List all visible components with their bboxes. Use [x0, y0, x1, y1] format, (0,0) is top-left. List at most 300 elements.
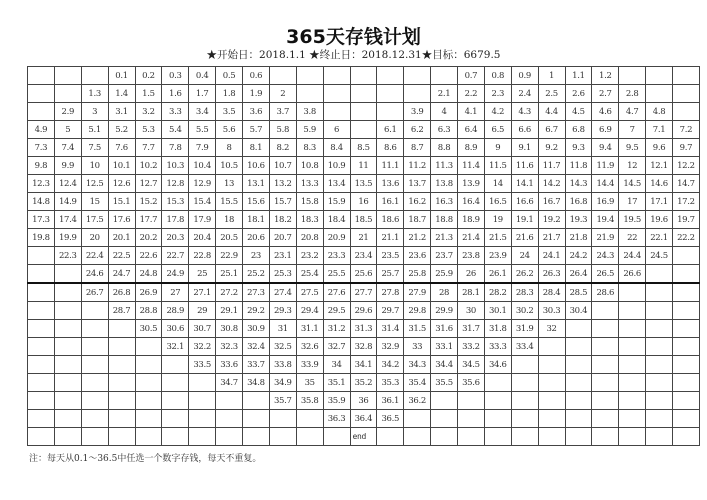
amount-cell[interactable]	[619, 302, 646, 320]
amount-cell[interactable]: 9.4	[592, 139, 619, 157]
amount-cell[interactable]: 25.4	[296, 265, 323, 284]
amount-cell[interactable]	[135, 374, 162, 392]
amount-cell[interactable]: 22.9	[216, 247, 243, 265]
amount-cell[interactable]: 10.5	[216, 157, 243, 175]
amount-cell[interactable]: 3.1	[108, 103, 135, 121]
amount-cell[interactable]: 18.7	[404, 211, 431, 229]
amount-cell[interactable]: 26.6	[619, 265, 646, 284]
amount-cell[interactable]: 17.9	[189, 211, 216, 229]
amount-cell[interactable]: 21.7	[538, 229, 565, 247]
amount-cell[interactable]: 8	[216, 139, 243, 157]
amount-cell[interactable]	[673, 428, 700, 446]
amount-cell[interactable]: 6.7	[538, 121, 565, 139]
amount-cell[interactable]: 8.2	[269, 139, 296, 157]
amount-cell[interactable]: 13	[216, 175, 243, 193]
amount-cell[interactable]: 14.9	[54, 193, 81, 211]
amount-cell[interactable]	[673, 374, 700, 392]
amount-cell[interactable]: 28	[431, 283, 458, 302]
amount-cell[interactable]: 14.6	[646, 175, 673, 193]
amount-cell[interactable]: 34.8	[243, 374, 270, 392]
amount-cell[interactable]	[54, 392, 81, 410]
amount-cell[interactable]: 17.7	[135, 211, 162, 229]
amount-cell[interactable]: 0.4	[189, 67, 216, 85]
amount-cell[interactable]: 35.3	[377, 374, 404, 392]
amount-cell[interactable]: 35.2	[350, 374, 377, 392]
amount-cell[interactable]: 31.7	[458, 320, 485, 338]
amount-cell[interactable]	[28, 410, 55, 428]
amount-cell[interactable]: 36.5	[377, 410, 404, 428]
amount-cell[interactable]: 9.2	[538, 139, 565, 157]
amount-cell[interactable]: 22.4	[81, 247, 108, 265]
amount-cell[interactable]: 20	[81, 229, 108, 247]
amount-cell[interactable]	[377, 85, 404, 103]
amount-cell[interactable]: 20.6	[243, 229, 270, 247]
amount-cell[interactable]: 10.2	[135, 157, 162, 175]
amount-cell[interactable]: 21.8	[565, 229, 592, 247]
amount-cell[interactable]	[646, 67, 673, 85]
amount-cell[interactable]: 8.7	[404, 139, 431, 157]
amount-cell[interactable]	[296, 410, 323, 428]
amount-cell[interactable]	[54, 67, 81, 85]
amount-cell[interactable]	[565, 320, 592, 338]
amount-cell[interactable]: 35.4	[404, 374, 431, 392]
amount-cell[interactable]: 15.3	[162, 193, 189, 211]
amount-cell[interactable]: 31.4	[377, 320, 404, 338]
amount-cell[interactable]: 15.9	[323, 193, 350, 211]
amount-cell[interactable]: 12	[619, 157, 646, 175]
amount-cell[interactable]: 23.8	[458, 247, 485, 265]
amount-cell[interactable]: 13.5	[350, 175, 377, 193]
amount-cell[interactable]	[404, 85, 431, 103]
amount-cell[interactable]: 24.9	[162, 265, 189, 284]
amount-cell[interactable]	[54, 320, 81, 338]
amount-cell[interactable]: 29.6	[350, 302, 377, 320]
amount-cell[interactable]	[54, 356, 81, 374]
amount-cell[interactable]: 25.9	[431, 265, 458, 284]
amount-cell[interactable]: 4.1	[458, 103, 485, 121]
amount-cell[interactable]	[619, 338, 646, 356]
amount-cell[interactable]: 8.1	[243, 139, 270, 157]
amount-cell[interactable]: 16.6	[511, 193, 538, 211]
amount-cell[interactable]: 23.4	[350, 247, 377, 265]
amount-cell[interactable]	[565, 356, 592, 374]
amount-cell[interactable]	[135, 338, 162, 356]
amount-cell[interactable]	[646, 320, 673, 338]
amount-cell[interactable]	[28, 356, 55, 374]
amount-cell[interactable]: 8.8	[431, 139, 458, 157]
amount-cell[interactable]	[431, 392, 458, 410]
amount-cell[interactable]	[28, 283, 55, 302]
amount-cell[interactable]: 26.9	[135, 283, 162, 302]
amount-cell[interactable]: 14.5	[619, 175, 646, 193]
amount-cell[interactable]: 2.3	[484, 85, 511, 103]
amount-cell[interactable]	[323, 67, 350, 85]
amount-cell[interactable]: 0.5	[216, 67, 243, 85]
amount-cell[interactable]: 34.6	[484, 356, 511, 374]
amount-cell[interactable]	[404, 67, 431, 85]
amount-cell[interactable]	[511, 374, 538, 392]
amount-cell[interactable]	[377, 428, 404, 446]
amount-cell[interactable]: 28.5	[565, 283, 592, 302]
amount-cell[interactable]: 24.3	[592, 247, 619, 265]
amount-cell[interactable]: 21.5	[484, 229, 511, 247]
amount-cell[interactable]: 18.4	[323, 211, 350, 229]
amount-cell[interactable]: 1.2	[592, 67, 619, 85]
amount-cell[interactable]	[162, 428, 189, 446]
amount-cell[interactable]	[216, 410, 243, 428]
amount-cell[interactable]: 6.9	[592, 121, 619, 139]
amount-cell[interactable]: 28.6	[592, 283, 619, 302]
amount-cell[interactable]	[296, 85, 323, 103]
amount-cell[interactable]	[189, 410, 216, 428]
amount-cell[interactable]: 30.9	[243, 320, 270, 338]
amount-cell[interactable]: 12.7	[135, 175, 162, 193]
amount-cell[interactable]: 19.3	[565, 211, 592, 229]
amount-cell[interactable]: 4.6	[592, 103, 619, 121]
amount-cell[interactable]: 19.4	[592, 211, 619, 229]
amount-cell[interactable]: 35.8	[296, 392, 323, 410]
amount-cell[interactable]	[323, 428, 350, 446]
amount-cell[interactable]: 2.8	[619, 85, 646, 103]
amount-cell[interactable]: 11.7	[538, 157, 565, 175]
amount-cell[interactable]	[28, 320, 55, 338]
amount-cell[interactable]: 27	[162, 283, 189, 302]
amount-cell[interactable]: 12.4	[54, 175, 81, 193]
amount-cell[interactable]	[404, 428, 431, 446]
amount-cell[interactable]	[458, 428, 485, 446]
amount-cell[interactable]: 31.8	[484, 320, 511, 338]
amount-cell[interactable]: 3.2	[135, 103, 162, 121]
amount-cell[interactable]: 3.7	[269, 103, 296, 121]
amount-cell[interactable]: 14.8	[28, 193, 55, 211]
amount-cell[interactable]: 33.2	[458, 338, 485, 356]
amount-cell[interactable]: 5.1	[81, 121, 108, 139]
amount-cell[interactable]: 31.1	[296, 320, 323, 338]
amount-cell[interactable]	[673, 320, 700, 338]
amount-cell[interactable]: 10.7	[269, 157, 296, 175]
amount-cell[interactable]: 6.4	[458, 121, 485, 139]
amount-cell[interactable]	[619, 410, 646, 428]
amount-cell[interactable]: 5.6	[216, 121, 243, 139]
amount-cell[interactable]	[538, 428, 565, 446]
amount-cell[interactable]: 11.4	[458, 157, 485, 175]
amount-cell[interactable]: 23	[243, 247, 270, 265]
amount-cell[interactable]: 1.7	[189, 85, 216, 103]
amount-cell[interactable]: 12.5	[81, 175, 108, 193]
amount-cell[interactable]	[162, 356, 189, 374]
amount-cell[interactable]: 32.4	[243, 338, 270, 356]
amount-cell[interactable]: 0.1	[108, 67, 135, 85]
amount-cell[interactable]: 16.7	[538, 193, 565, 211]
amount-cell[interactable]	[431, 410, 458, 428]
amount-cell[interactable]	[54, 85, 81, 103]
amount-cell[interactable]: 11.9	[592, 157, 619, 175]
amount-cell[interactable]: 2.9	[54, 103, 81, 121]
amount-cell[interactable]: 9.6	[646, 139, 673, 157]
amount-cell[interactable]: 11	[350, 157, 377, 175]
amount-cell[interactable]	[28, 428, 55, 446]
amount-cell[interactable]: 35.9	[323, 392, 350, 410]
amount-cell[interactable]: 15.1	[108, 193, 135, 211]
amount-cell[interactable]: 14.2	[538, 175, 565, 193]
amount-cell[interactable]: 29.9	[431, 302, 458, 320]
amount-cell[interactable]	[54, 302, 81, 320]
amount-cell[interactable]: 8.5	[350, 139, 377, 157]
amount-cell[interactable]: 10.1	[108, 157, 135, 175]
amount-cell[interactable]: 30.3	[538, 302, 565, 320]
amount-cell[interactable]	[269, 410, 296, 428]
amount-cell[interactable]	[673, 356, 700, 374]
amount-cell[interactable]	[216, 428, 243, 446]
amount-cell[interactable]: 4.5	[565, 103, 592, 121]
amount-cell[interactable]: 29.2	[243, 302, 270, 320]
amount-cell[interactable]	[646, 410, 673, 428]
amount-cell[interactable]: 16.2	[404, 193, 431, 211]
amount-cell[interactable]	[538, 356, 565, 374]
amount-cell[interactable]	[431, 67, 458, 85]
amount-cell[interactable]	[646, 283, 673, 302]
amount-cell[interactable]: 23.2	[296, 247, 323, 265]
amount-cell[interactable]: 33.4	[511, 338, 538, 356]
amount-cell[interactable]	[619, 428, 646, 446]
end-marker-cell[interactable]: end	[350, 428, 377, 446]
amount-cell[interactable]: 24.5	[646, 247, 673, 265]
amount-cell[interactable]: 17.5	[81, 211, 108, 229]
amount-cell[interactable]	[54, 410, 81, 428]
amount-cell[interactable]: 6	[323, 121, 350, 139]
amount-cell[interactable]: 18.2	[269, 211, 296, 229]
amount-cell[interactable]: 26.3	[538, 265, 565, 284]
amount-cell[interactable]: 30.8	[216, 320, 243, 338]
amount-cell[interactable]	[673, 392, 700, 410]
amount-cell[interactable]: 34	[323, 356, 350, 374]
amount-cell[interactable]: 25.8	[404, 265, 431, 284]
amount-cell[interactable]: 29.7	[377, 302, 404, 320]
amount-cell[interactable]: 29.3	[269, 302, 296, 320]
amount-cell[interactable]: 28.3	[511, 283, 538, 302]
amount-cell[interactable]: 4.8	[646, 103, 673, 121]
amount-cell[interactable]	[484, 428, 511, 446]
amount-cell[interactable]: 31.6	[431, 320, 458, 338]
amount-cell[interactable]: 20.4	[189, 229, 216, 247]
amount-cell[interactable]: 1.1	[565, 67, 592, 85]
amount-cell[interactable]: 16	[350, 193, 377, 211]
amount-cell[interactable]: 7.9	[189, 139, 216, 157]
amount-cell[interactable]	[592, 320, 619, 338]
amount-cell[interactable]: 3.9	[404, 103, 431, 121]
amount-cell[interactable]	[673, 338, 700, 356]
amount-cell[interactable]: 17.8	[162, 211, 189, 229]
amount-cell[interactable]: 6.5	[484, 121, 511, 139]
amount-cell[interactable]: 27.9	[404, 283, 431, 302]
amount-cell[interactable]: 12.2	[673, 157, 700, 175]
amount-cell[interactable]: 33.1	[431, 338, 458, 356]
amount-cell[interactable]: 20.5	[216, 229, 243, 247]
amount-cell[interactable]: 4.9	[28, 121, 55, 139]
amount-cell[interactable]: 22.6	[135, 247, 162, 265]
amount-cell[interactable]	[511, 428, 538, 446]
amount-cell[interactable]: 3.6	[243, 103, 270, 121]
amount-cell[interactable]: 15.5	[216, 193, 243, 211]
amount-cell[interactable]: 20.7	[269, 229, 296, 247]
amount-cell[interactable]: 29.1	[216, 302, 243, 320]
amount-cell[interactable]: 29.8	[404, 302, 431, 320]
amount-cell[interactable]: 27.2	[216, 283, 243, 302]
amount-cell[interactable]: 18.5	[350, 211, 377, 229]
amount-cell[interactable]: 33	[404, 338, 431, 356]
amount-cell[interactable]: 2.7	[592, 85, 619, 103]
amount-cell[interactable]	[592, 392, 619, 410]
amount-cell[interactable]	[81, 67, 108, 85]
amount-cell[interactable]	[135, 410, 162, 428]
amount-cell[interactable]: 17.2	[673, 193, 700, 211]
amount-cell[interactable]: 20.1	[108, 229, 135, 247]
amount-cell[interactable]	[162, 410, 189, 428]
amount-cell[interactable]	[458, 392, 485, 410]
amount-cell[interactable]: 24	[511, 247, 538, 265]
amount-cell[interactable]: 22.8	[189, 247, 216, 265]
amount-cell[interactable]: 29.5	[323, 302, 350, 320]
amount-cell[interactable]: 21.3	[431, 229, 458, 247]
amount-cell[interactable]	[296, 428, 323, 446]
amount-cell[interactable]: 5.9	[296, 121, 323, 139]
amount-cell[interactable]: 6.6	[511, 121, 538, 139]
amount-cell[interactable]	[619, 392, 646, 410]
amount-cell[interactable]: 2.1	[431, 85, 458, 103]
amount-cell[interactable]: 4.4	[538, 103, 565, 121]
amount-cell[interactable]: 34.3	[404, 356, 431, 374]
amount-cell[interactable]: 24.7	[108, 265, 135, 284]
amount-cell[interactable]: 30.4	[565, 302, 592, 320]
amount-cell[interactable]: 35	[296, 374, 323, 392]
amount-cell[interactable]: 16.4	[458, 193, 485, 211]
amount-cell[interactable]: 18	[216, 211, 243, 229]
amount-cell[interactable]: 8.9	[458, 139, 485, 157]
amount-cell[interactable]: 23.7	[431, 247, 458, 265]
amount-cell[interactable]	[28, 338, 55, 356]
amount-cell[interactable]: 18.1	[243, 211, 270, 229]
amount-cell[interactable]	[269, 428, 296, 446]
amount-cell[interactable]: 31.2	[323, 320, 350, 338]
amount-cell[interactable]: 26.5	[592, 265, 619, 284]
amount-cell[interactable]	[673, 265, 700, 284]
amount-cell[interactable]: 30.5	[135, 320, 162, 338]
amount-cell[interactable]: 1.4	[108, 85, 135, 103]
amount-cell[interactable]	[350, 85, 377, 103]
amount-cell[interactable]	[81, 302, 108, 320]
amount-cell[interactable]: 22.3	[54, 247, 81, 265]
amount-cell[interactable]: 28.8	[135, 302, 162, 320]
amount-cell[interactable]	[350, 103, 377, 121]
amount-cell[interactable]: 27.8	[377, 283, 404, 302]
amount-cell[interactable]: 0.9	[511, 67, 538, 85]
amount-cell[interactable]	[269, 67, 296, 85]
amount-cell[interactable]	[162, 392, 189, 410]
amount-cell[interactable]: 34.9	[269, 374, 296, 392]
amount-cell[interactable]	[81, 374, 108, 392]
amount-cell[interactable]: 0.2	[135, 67, 162, 85]
amount-cell[interactable]	[511, 392, 538, 410]
amount-cell[interactable]: 20.8	[296, 229, 323, 247]
amount-cell[interactable]: 19.8	[28, 229, 55, 247]
amount-cell[interactable]	[81, 392, 108, 410]
amount-cell[interactable]	[431, 428, 458, 446]
amount-cell[interactable]	[673, 67, 700, 85]
amount-cell[interactable]: 6.3	[431, 121, 458, 139]
amount-cell[interactable]: 11.6	[511, 157, 538, 175]
amount-cell[interactable]	[377, 67, 404, 85]
amount-cell[interactable]: 19.2	[538, 211, 565, 229]
amount-cell[interactable]: 23.6	[404, 247, 431, 265]
amount-cell[interactable]: 35.5	[431, 374, 458, 392]
amount-cell[interactable]: 13.2	[269, 175, 296, 193]
amount-cell[interactable]	[216, 392, 243, 410]
amount-cell[interactable]: 26.4	[565, 265, 592, 284]
amount-cell[interactable]: 16.8	[565, 193, 592, 211]
amount-cell[interactable]: 25.5	[323, 265, 350, 284]
amount-cell[interactable]: 13.7	[404, 175, 431, 193]
amount-cell[interactable]	[484, 392, 511, 410]
amount-cell[interactable]: 5.7	[243, 121, 270, 139]
amount-cell[interactable]: 36.2	[404, 392, 431, 410]
amount-cell[interactable]: 32.9	[377, 338, 404, 356]
amount-cell[interactable]: 16.1	[377, 193, 404, 211]
amount-cell[interactable]: 20.3	[162, 229, 189, 247]
amount-cell[interactable]: 19.5	[619, 211, 646, 229]
amount-cell[interactable]	[135, 392, 162, 410]
amount-cell[interactable]: 14	[484, 175, 511, 193]
amount-cell[interactable]: 35.6	[458, 374, 485, 392]
amount-cell[interactable]	[81, 356, 108, 374]
amount-cell[interactable]	[673, 410, 700, 428]
amount-cell[interactable]: 0.3	[162, 67, 189, 85]
amount-cell[interactable]: 1.9	[243, 85, 270, 103]
amount-cell[interactable]: 9.9	[54, 157, 81, 175]
amount-cell[interactable]: 25.6	[350, 265, 377, 284]
amount-cell[interactable]: 25.7	[377, 265, 404, 284]
amount-cell[interactable]: 2.2	[458, 85, 485, 103]
amount-cell[interactable]: 12.6	[108, 175, 135, 193]
amount-cell[interactable]	[592, 338, 619, 356]
amount-cell[interactable]	[28, 247, 55, 265]
amount-cell[interactable]	[189, 374, 216, 392]
amount-cell[interactable]: 7.1	[646, 121, 673, 139]
amount-cell[interactable]: 34.1	[350, 356, 377, 374]
amount-cell[interactable]	[135, 356, 162, 374]
amount-cell[interactable]: 7.8	[162, 139, 189, 157]
amount-cell[interactable]: 25	[189, 265, 216, 284]
amount-cell[interactable]: 2.5	[538, 85, 565, 103]
amount-cell[interactable]	[28, 85, 55, 103]
amount-cell[interactable]: 30.6	[162, 320, 189, 338]
amount-cell[interactable]: 11.3	[431, 157, 458, 175]
amount-cell[interactable]	[135, 428, 162, 446]
amount-cell[interactable]: 25.3	[269, 265, 296, 284]
amount-cell[interactable]	[81, 428, 108, 446]
amount-cell[interactable]: 32.1	[162, 338, 189, 356]
amount-cell[interactable]: 23.3	[323, 247, 350, 265]
amount-cell[interactable]	[484, 374, 511, 392]
amount-cell[interactable]: 21.4	[458, 229, 485, 247]
amount-cell[interactable]: 6.8	[565, 121, 592, 139]
amount-cell[interactable]: 33.7	[243, 356, 270, 374]
amount-cell[interactable]: 7.3	[28, 139, 55, 157]
amount-cell[interactable]	[404, 410, 431, 428]
amount-cell[interactable]: 32.3	[216, 338, 243, 356]
amount-cell[interactable]: 4	[431, 103, 458, 121]
amount-cell[interactable]: 32.5	[269, 338, 296, 356]
amount-cell[interactable]	[243, 392, 270, 410]
